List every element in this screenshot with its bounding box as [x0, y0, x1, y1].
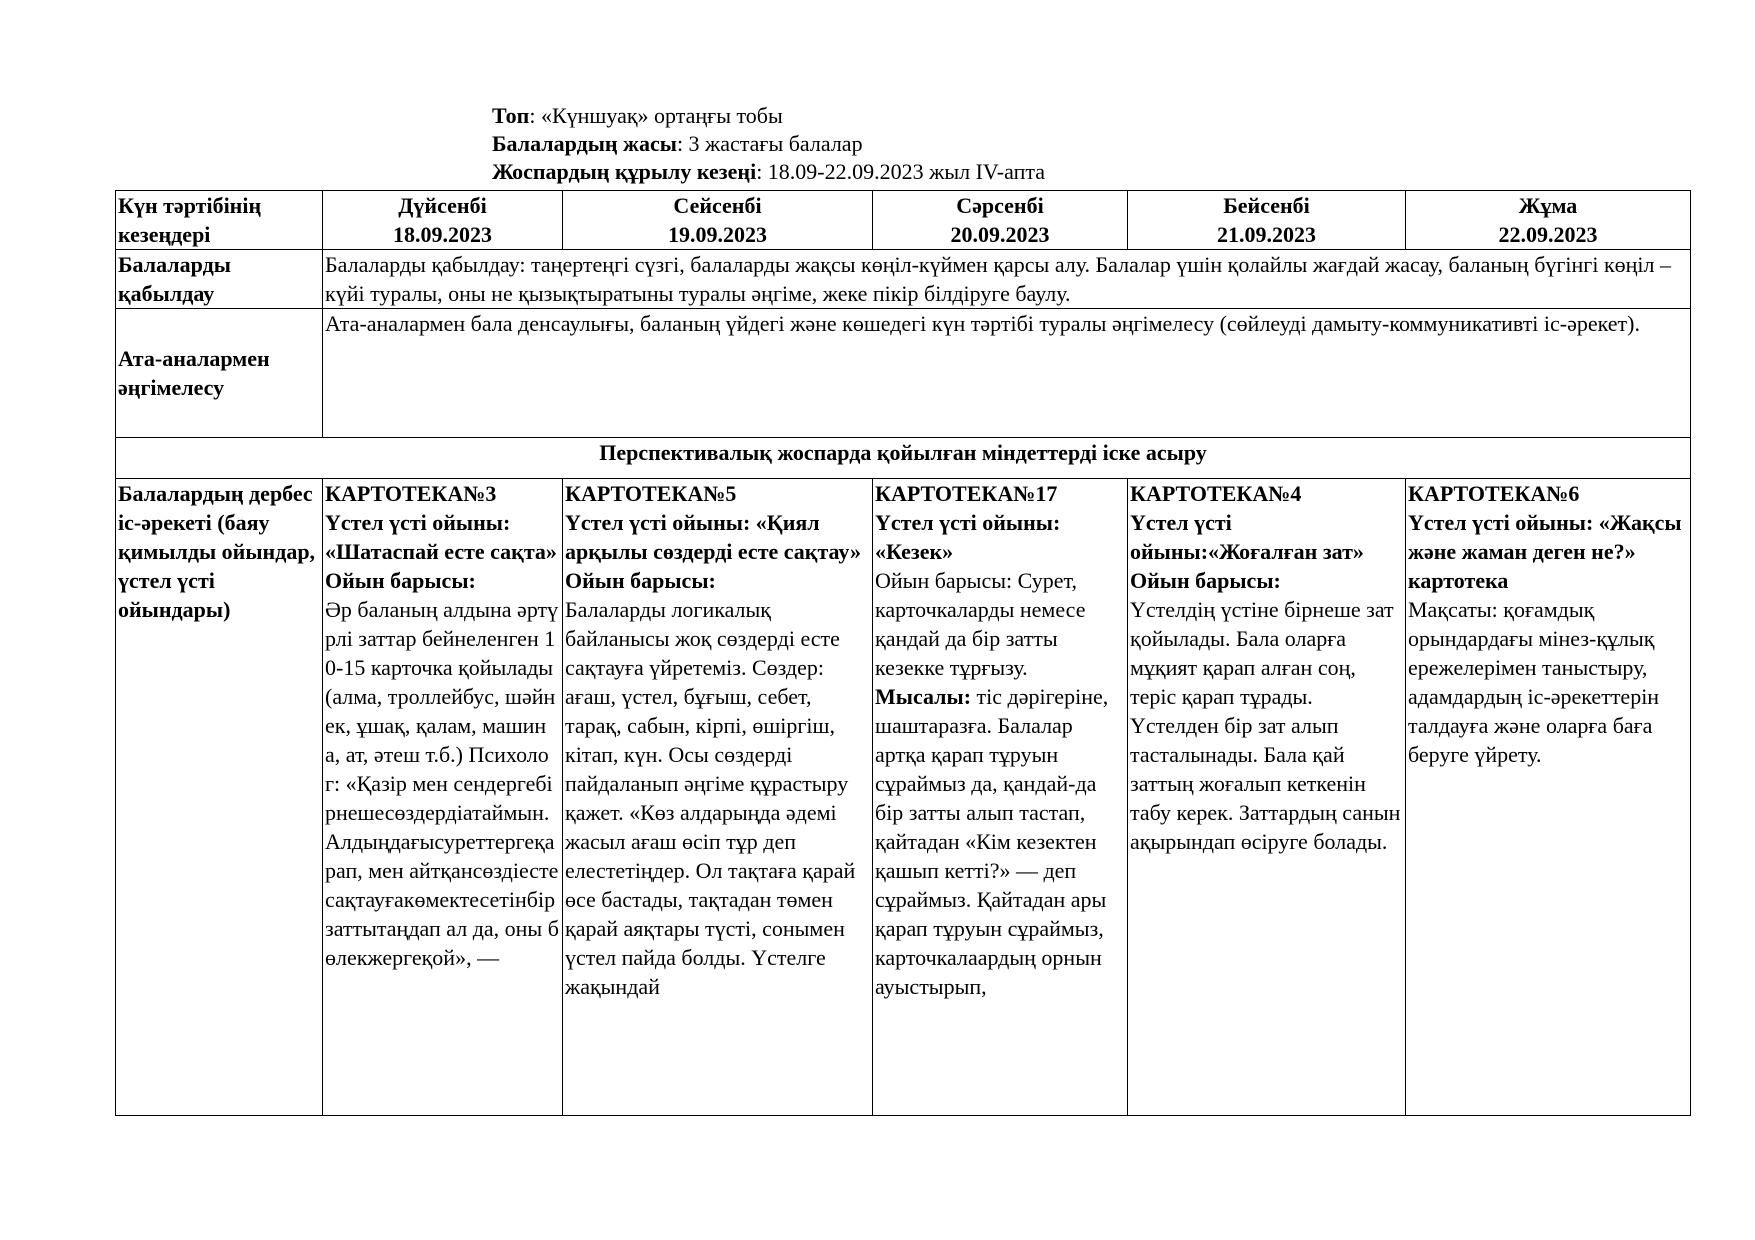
perspective-row [116, 438, 1691, 479]
card-subtitle: Үстел үсті ойыны: «Шатаспай есте сақта» [325, 510, 557, 564]
activity-row [116, 479, 1691, 1116]
age-value: : 3 жастағы балалар [676, 131, 863, 156]
card-subtitle: Үстел үсті ойыны: «Кезек» [875, 510, 1061, 564]
card-subtitle: Үстел үсті ойыны: «Жақсы және жаман деген не?» картотека [1408, 510, 1682, 593]
card-cell-tuesday [563, 479, 873, 1116]
card-subtitle: Үстел үсті ойыны:«Жоғалған зат» [1130, 510, 1364, 564]
card-body: Үстелдің үстіне бірнеше зат қойылады. Бала оларға мұқият қарап алған соң, теріс қарап тұрады. Үстелден бір зат алып тасталынады. Бала қай заттың жоғалып кеткенін табу керек. Заттардың санын ақырындап өсіруге болады. [1130, 597, 1401, 854]
group-label: Топ [492, 103, 530, 128]
header-cell-monday [323, 191, 563, 250]
day-name: Жұма [1518, 193, 1578, 218]
age-line [492, 130, 1045, 158]
header-cell-thursday [1128, 191, 1406, 250]
document-header [492, 102, 1045, 186]
period-label: Жоспардың құрылу кезеңі [492, 159, 757, 184]
card-body: Әр баланың алдына әртүрлі заттар бейнеленген 10-15 карточка қойылады (алма, троллейбус, шәйнек, ұшақ, қалам, машина, ат, әтеш т.б.) Психолог: «Қазір мен сендергебірнешесөздердіатаймын. Алдыңдағысуреттергеқарап, мен айтқансөздіестесақтауғакөмектесетінбірзаттытаңдап ал да, оны бөлекжергеқой», — [325, 597, 559, 970]
weekly-plan-table [115, 190, 1691, 1116]
day-name: Бейсенбі [1223, 193, 1310, 218]
card-example-label: Мысалы: [875, 684, 972, 709]
reception-label-cell [116, 250, 323, 309]
parents-text-cell: Ата-аналармен бала денсаулығы, баланың үйдегі және көшедегі күн тәртібі туралы әңгімелесу (сөйлеуді дамыту-коммуникативті іс-әрекет). [323, 309, 1691, 438]
day-date: 20.09.2023 [950, 222, 1050, 247]
card-cell-thursday [1128, 479, 1406, 1116]
day-date: 22.09.2023 [1498, 222, 1598, 247]
card-body-wrap [875, 684, 1108, 999]
header-cell-wednesday [873, 191, 1128, 250]
card-cell-monday [323, 479, 563, 1116]
header-cell-friday [1406, 191, 1691, 250]
card-intro: Ойын барысы: Сурет, карточкаларды немесе қандай да бір затты кезекке тұрғызу. [875, 568, 1086, 680]
perspective-heading: Перспективалық жоспарда қойылған міндеттерді іске асыру [116, 438, 1691, 479]
day-name: Сәрсенбі [956, 193, 1044, 218]
parents-row [116, 309, 1691, 438]
card-title: КАРТОТЕКА№17 [875, 481, 1058, 506]
stages-header-line1: Күн тәртібінің [118, 193, 262, 218]
group-line [492, 102, 1045, 130]
card-title: КАРТОТЕКА№6 [1408, 481, 1580, 506]
day-date: 19.09.2023 [668, 222, 767, 247]
card-title: КАРТОТЕКА№3 [325, 481, 497, 506]
header-cell-stages [116, 191, 323, 250]
stages-header-line2: кезеңдері [118, 222, 211, 247]
period-line [492, 158, 1045, 186]
activity-label: Балалардың дербес іс-әрекеті (баяу қимылды ойындар, үстел үсті ойындары) [118, 481, 316, 622]
age-label: Балалардың жасы [492, 131, 677, 156]
day-date: 21.09.2023 [1217, 222, 1316, 247]
card-cell-wednesday [873, 479, 1128, 1116]
card-cell-friday [1406, 479, 1691, 1116]
table-header-row [116, 191, 1691, 250]
day-name: Сейсенбі [673, 193, 762, 218]
reception-label-line2: қабылдау [118, 281, 215, 306]
day-date: 18.09.2023 [393, 222, 492, 247]
card-title: КАРТОТЕКА№5 [565, 481, 737, 506]
reception-text-cell: Балаларды қабылдау: таңертеңгі сүзгі, балаларды жақсы көңіл-күймен қарсы алу. Балалар үшін қолайлы жағдай жасау, баланың бүгінгі көңіл – күйі туралы, оны не қызықтыратыны туралы әңгіме, жеке пікір білдіруге баулу. [323, 250, 1691, 309]
card-process-label: Ойын барысы: [565, 568, 716, 593]
parents-label-cell [116, 309, 323, 438]
card-body: тіс дәрігеріне, шаштаразға. Балалар артқа қарап тұруын сұраймыз да, қандай-да бір затты алып тастап, қайтадан «Кім кезектен қашып кетті?» — деп сұраймыз. Қайтадан ары қарап тұруын сұраймыз, карточкалаардың орнын ауыстырып, [875, 684, 1109, 999]
day-name: Дүйсенбі [398, 193, 487, 218]
group-value: : «Күншуақ» ортаңғы тобы [529, 103, 783, 128]
card-process-label: Ойын барысы: [1130, 568, 1281, 593]
reception-label-line1: Балаларды [118, 252, 231, 277]
card-body: Балаларды логикалық байланысы жоқ сөздерді есте сақтауға үйретеміз. Сөздер: ағаш, үстел, бұғыш, себет, тарақ, сабын, кірпі, өшіргіш, кітап, күн. Осы сөздерді пайдаланып әңгіме құрастыру қажет. «Көз алдарыңда әдемі жасыл ағаш өсіп тұр деп елестетіңдер. Ол тақтаға қарай өсе бастады, тақтадан төмен қарай аяқтары түсті, сонымен үстел пайда болды. Үстелге жақындай [565, 597, 856, 999]
parents-label-line2: әңгімелесу [118, 375, 225, 400]
card-body: Мақсаты: қоғамдық орындардағы мінез-құлық ережелерімен таныстыру, адамдардың іс-әрекеттерін талдауға және оларға баға беруге үйрету. [1408, 597, 1660, 767]
parents-label-line1: Ата-аналармен [118, 346, 270, 371]
activity-label-cell [116, 479, 323, 1116]
reception-row [116, 250, 1691, 309]
card-subtitle: Үстел үсті ойыны: «Қиял арқылы сөздерді есте сақтау» [565, 510, 861, 564]
period-value: : 18.09-22.09.2023 жыл IV-апта [756, 159, 1046, 184]
header-cell-tuesday [563, 191, 873, 250]
card-process-label: Ойын барысы: [325, 568, 476, 593]
card-title: КАРТОТЕКА№4 [1130, 481, 1302, 506]
